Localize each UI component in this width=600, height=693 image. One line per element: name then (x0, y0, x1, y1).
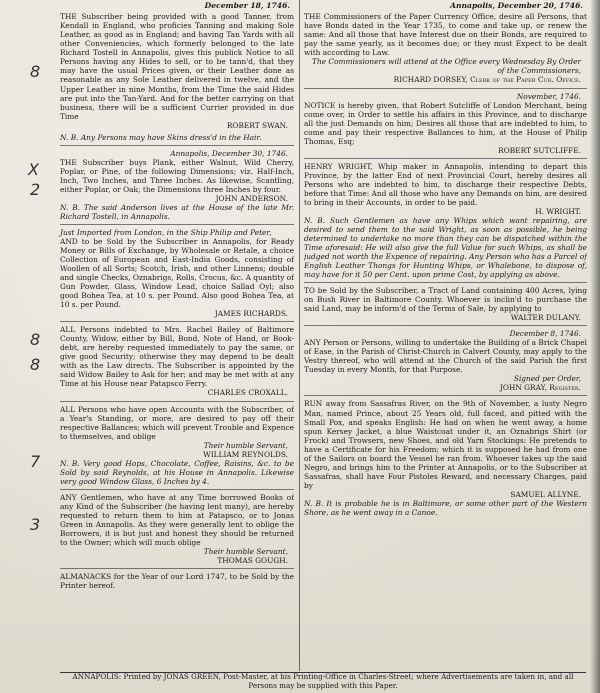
richards-ad (60, 228, 294, 318)
ad-text: ANY Person or Persons, willing to undertake the Building of a Brick Chapel of Ease, in the Parish of Christ-Church in Calvert County, may apply to the Vestry thereof, who will attend at the Church of the said Parish the first Tuesday in every Month, for that Purpose. (304, 338, 587, 375)
commissioners-ad (304, 12, 587, 84)
ad-dateline: December 8, 1746. (509, 329, 581, 339)
handwritten-mark: 2 (30, 180, 41, 199)
anderson-ad (60, 149, 294, 221)
ad-signature: WALTER DULANY. (510, 313, 581, 323)
divider (60, 321, 294, 322)
left-date-header: December 18, 1746. (204, 1, 290, 10)
divider (60, 568, 294, 569)
handwritten-mark: 7 (30, 452, 41, 471)
imprint-footer: ANNAPOLIS: Printed by JONAS GREEN, Post-Master, at his Printing-Office in Charles-Street; where Advertisements are taken in, and all Persons may be supplied with this Paper. (60, 672, 586, 691)
divider (60, 224, 294, 225)
wright-ad (304, 162, 587, 279)
handwritten-mark: X (28, 160, 39, 179)
ad-signature: WILLIAM REYNOLDS. (203, 449, 288, 459)
ad-signature: H. WRIGHT. (535, 206, 581, 216)
ad-signature: THOMAS GOUGH. (217, 556, 288, 565)
ad-text: NOTICE is hereby given, that Robert Sutcliffe of London Merchant, being come over, in Order to settle his affairs in this Province, and to discharge all the just Demands on him; Desires all those that are indebted to him, to come and pay their respective Ballances to him, at the House of Philip Thomas, Esq; (304, 100, 587, 146)
ad-dateline: November, 1746. (516, 91, 581, 101)
ad-text: AND to be Sold by the Subscriber in Annapolis, for Ready Money or Bills of Exchange, by Wholesale or Retale, a choice Collection of European and East-India Goods, consisting of Woollen of all Sorts; Scotch, Irish, and other Linnens; double and single Checks, Oznabrigs, Rolls, Crocus, &c. A quantity of Gun Powder, Glass, Window Lead, choice Sallad Oyl; also good Bohea Tea, at 10 s. per Pound. Also good Bohea Tea, at 10 s. per Pound. (60, 236, 294, 310)
ad-signature: ROBERT SWAN. (226, 120, 288, 130)
column-divider (299, 0, 300, 671)
ad-text: THE Commissioners of the Paper Currency Office, desire all Persons, that have Bonds dated in the Year 1735, to come and take up, or renew the same: And all those that have Interest due on their Bonds, are required to pay the same yearly, as it becomes due; or they must Expect to be dealt with according to Law. (304, 12, 587, 58)
divider (304, 325, 587, 326)
tanner-ad (60, 12, 294, 129)
right-column (304, 0, 587, 675)
ad-note: N. B. It is probable he is in Baltimore, or some other part of the Western Shore, as he went away in a Canoe. (304, 498, 587, 517)
right-date-header: Annapolis, December 20, 1746. (450, 1, 583, 10)
page-edge-shadow (590, 0, 600, 693)
ad-text: ALL Persons who have open Accounts with the Subscriber, of a Year's Standing, or more, are desired to pay off their respective Ballances; which will prevent Trouble and Expence to themselves, and oblige (60, 404, 294, 441)
ad-text: THE Subscriber being provided with a good Tanner, from Kendall in England, who proficies Tanning and making Sole Leather, as good as in England; and having Tan Yards with all other Conveniencies, which formerly belonged to the late Richard Tostell in Annapolis, gives this publick Notice to all Persons having any Hides to sell, or to be tann'd, that they may have the usual Prices given, or their Leather done as reasonable as any Sole Leather delivered in twelve, and the Upper Leather in nine Months, from the Time the said Hides are put into the Tan-Yard. And for the better carrying on that business, there will be a sufficient Currier provided in due Time (60, 12, 294, 121)
ad-signature: ROBERT SUTCLIFFE. (498, 145, 581, 155)
handwritten-mark: 3 (30, 515, 41, 534)
ad-closing: Their humble Servant, (203, 546, 288, 556)
ad-text: ALL Persons indebted to Mrs. Rachel Bailey of Baltimore County, Widow, either by Bill, Bond, Note of Hand, or Book-debt, are hereby requested immediately to pay the same, or give good Security; otherwise they may depend to be dealt with as the Law directs. The Subscriber is appointed by the said Widow Bailey to Ask for her; and may be met with at any Time at his House near Patapsco Ferry. (60, 325, 294, 389)
ad-signature: SAMUEL ALLYNE. (510, 489, 581, 499)
ad-signature: RICHARD DORSEY, Clerk of the Paper Cur. Office. (393, 75, 581, 85)
ad-note: N. B. Very good Hops, Chocolate, Coffee, Raisins, &c. to be Sold by said Reynolds, at his House in Annapolis. Likewise very good Window Glass, 6 Inches by 4. (60, 458, 294, 486)
ad-text: TO be Sold by the Subscriber, a Tract of Land containing 400 Acres, lying on Bush River in Baltimore County. Whoever is inclin'd to purchase the said Land, may be inform'd of the Terms of Sale, by applying to (304, 286, 587, 314)
ad-closing: The Commissioners will attend at the Office every Wednesday By Order of the Commissioners, (312, 57, 581, 76)
ad-note: N. B. Such Gentlemen as have any Whips which want repairing, are desired to send them to the said Wright, as soon as possible, he being determined to undertake no more than they can be dispatched within the Time aforesaid: He will also give the full Value for such Whips, as shall be judged not worth the Expence of repairing. Any Person who has a Parcel of English Leather Thongs for Hunting Whips, or Whalebone, to dispose of, may have for it 50 per Cent. upon prime Cost, by applying as above. (304, 215, 587, 280)
gray-ad (304, 329, 587, 392)
allyne-ad (304, 399, 587, 516)
divider (60, 489, 294, 490)
handwritten-mark: 8 (30, 330, 41, 349)
ad-text: ANY Gentlemen, who have at any Time borrowed Books of any Kind of the Subscriber (he having lent many), are hereby requested to return them to him at Patapsco, or to Jonas Green in Annapolis. As they were generally lent to oblige the Borrowers, it is but just and honest they should be returned to the Owner; which will much oblige (60, 492, 294, 547)
left-column (8, 0, 294, 675)
ad-signature: JOHN ANDERSON. (215, 193, 288, 203)
gough-ad (60, 493, 294, 565)
ad-text: HENRY WRIGHT, Whip maker in Annapolis, intending to depart this Province, by the latter End of next Provincial Court, hereby desires all Persons who are indebted to him, to discharge their respective Debts, before that Time: And all those who have any Demands on him, are desired to bring in their Accounts, in order to be paid. (304, 161, 587, 207)
almanacs-ad: ALMANACKS for the Year of our Lord 1747, to be Sold by the Printer hereof. (60, 572, 294, 591)
sutcliffe-ad (304, 92, 587, 155)
handwritten-mark: 8 (30, 62, 41, 81)
divider (304, 88, 587, 89)
ad-text: THE Subscriber buys Plank, either Walnut, Wild Cherry, Poplar, or Pine, of the following Dimensions; viz. Half-Inch, Inch, Two Inches, and Three Inches. As likewise, Scantling, either Poplar, or Oak; the Dimensions three Inches by four. (60, 157, 294, 194)
ad-signature: JAMES RICHARDS. (214, 309, 288, 319)
ad-dateline: Just Imported from London, in the Ship Philip and Peter, (60, 227, 272, 237)
ad-closing: Signed per Order, (513, 374, 581, 384)
ad-closing: Their humble Servant, (203, 440, 288, 450)
swan-nb: N. B. Any Persons may have Skins dress'd in the Hair. (60, 132, 262, 142)
divider (304, 158, 587, 159)
croxall-ad (60, 325, 294, 397)
divider (304, 282, 587, 283)
divider (60, 145, 294, 146)
divider (304, 395, 587, 396)
ad-dateline: Annapolis, December 30, 1746. (170, 148, 288, 158)
ad-note: N. B. The said Anderson lives at the House of the late Mr. Richard Tostell, in Annapolis. (60, 202, 294, 221)
handwritten-mark: 8 (30, 355, 41, 374)
ad-signature: CHARLES CROXALL. (207, 388, 288, 398)
ad-text: RUN away from Sassafras River, on the 9th of November, a lusty Negro Man, named Prince, about 25 Years old, full faced, and pitted with the Small Pox, and speaks English: He had on when he went away, a home spun Kersey Jacket, a blue Waistcoat under it, an Oznabrigs Shirt (or Frock) and Trowsers, new Shoes, and old Yarn Stockings: He pretends to have a Certificate for his Freedom; which it is supposed he had from one of the Sailors on board the Vessel he ran from. Whoever takes up the said Negro, and brings him to the Printer at Annapolis, or to the Subscriber at Sassafras, shall have Four Pistoles Reward, and necessary Charges, paid by (304, 399, 587, 490)
dulany-ad (304, 286, 587, 322)
reynolds-ad (60, 405, 294, 486)
ad-signature: JOHN GRAY, Register. (499, 383, 581, 393)
divider (60, 401, 294, 402)
